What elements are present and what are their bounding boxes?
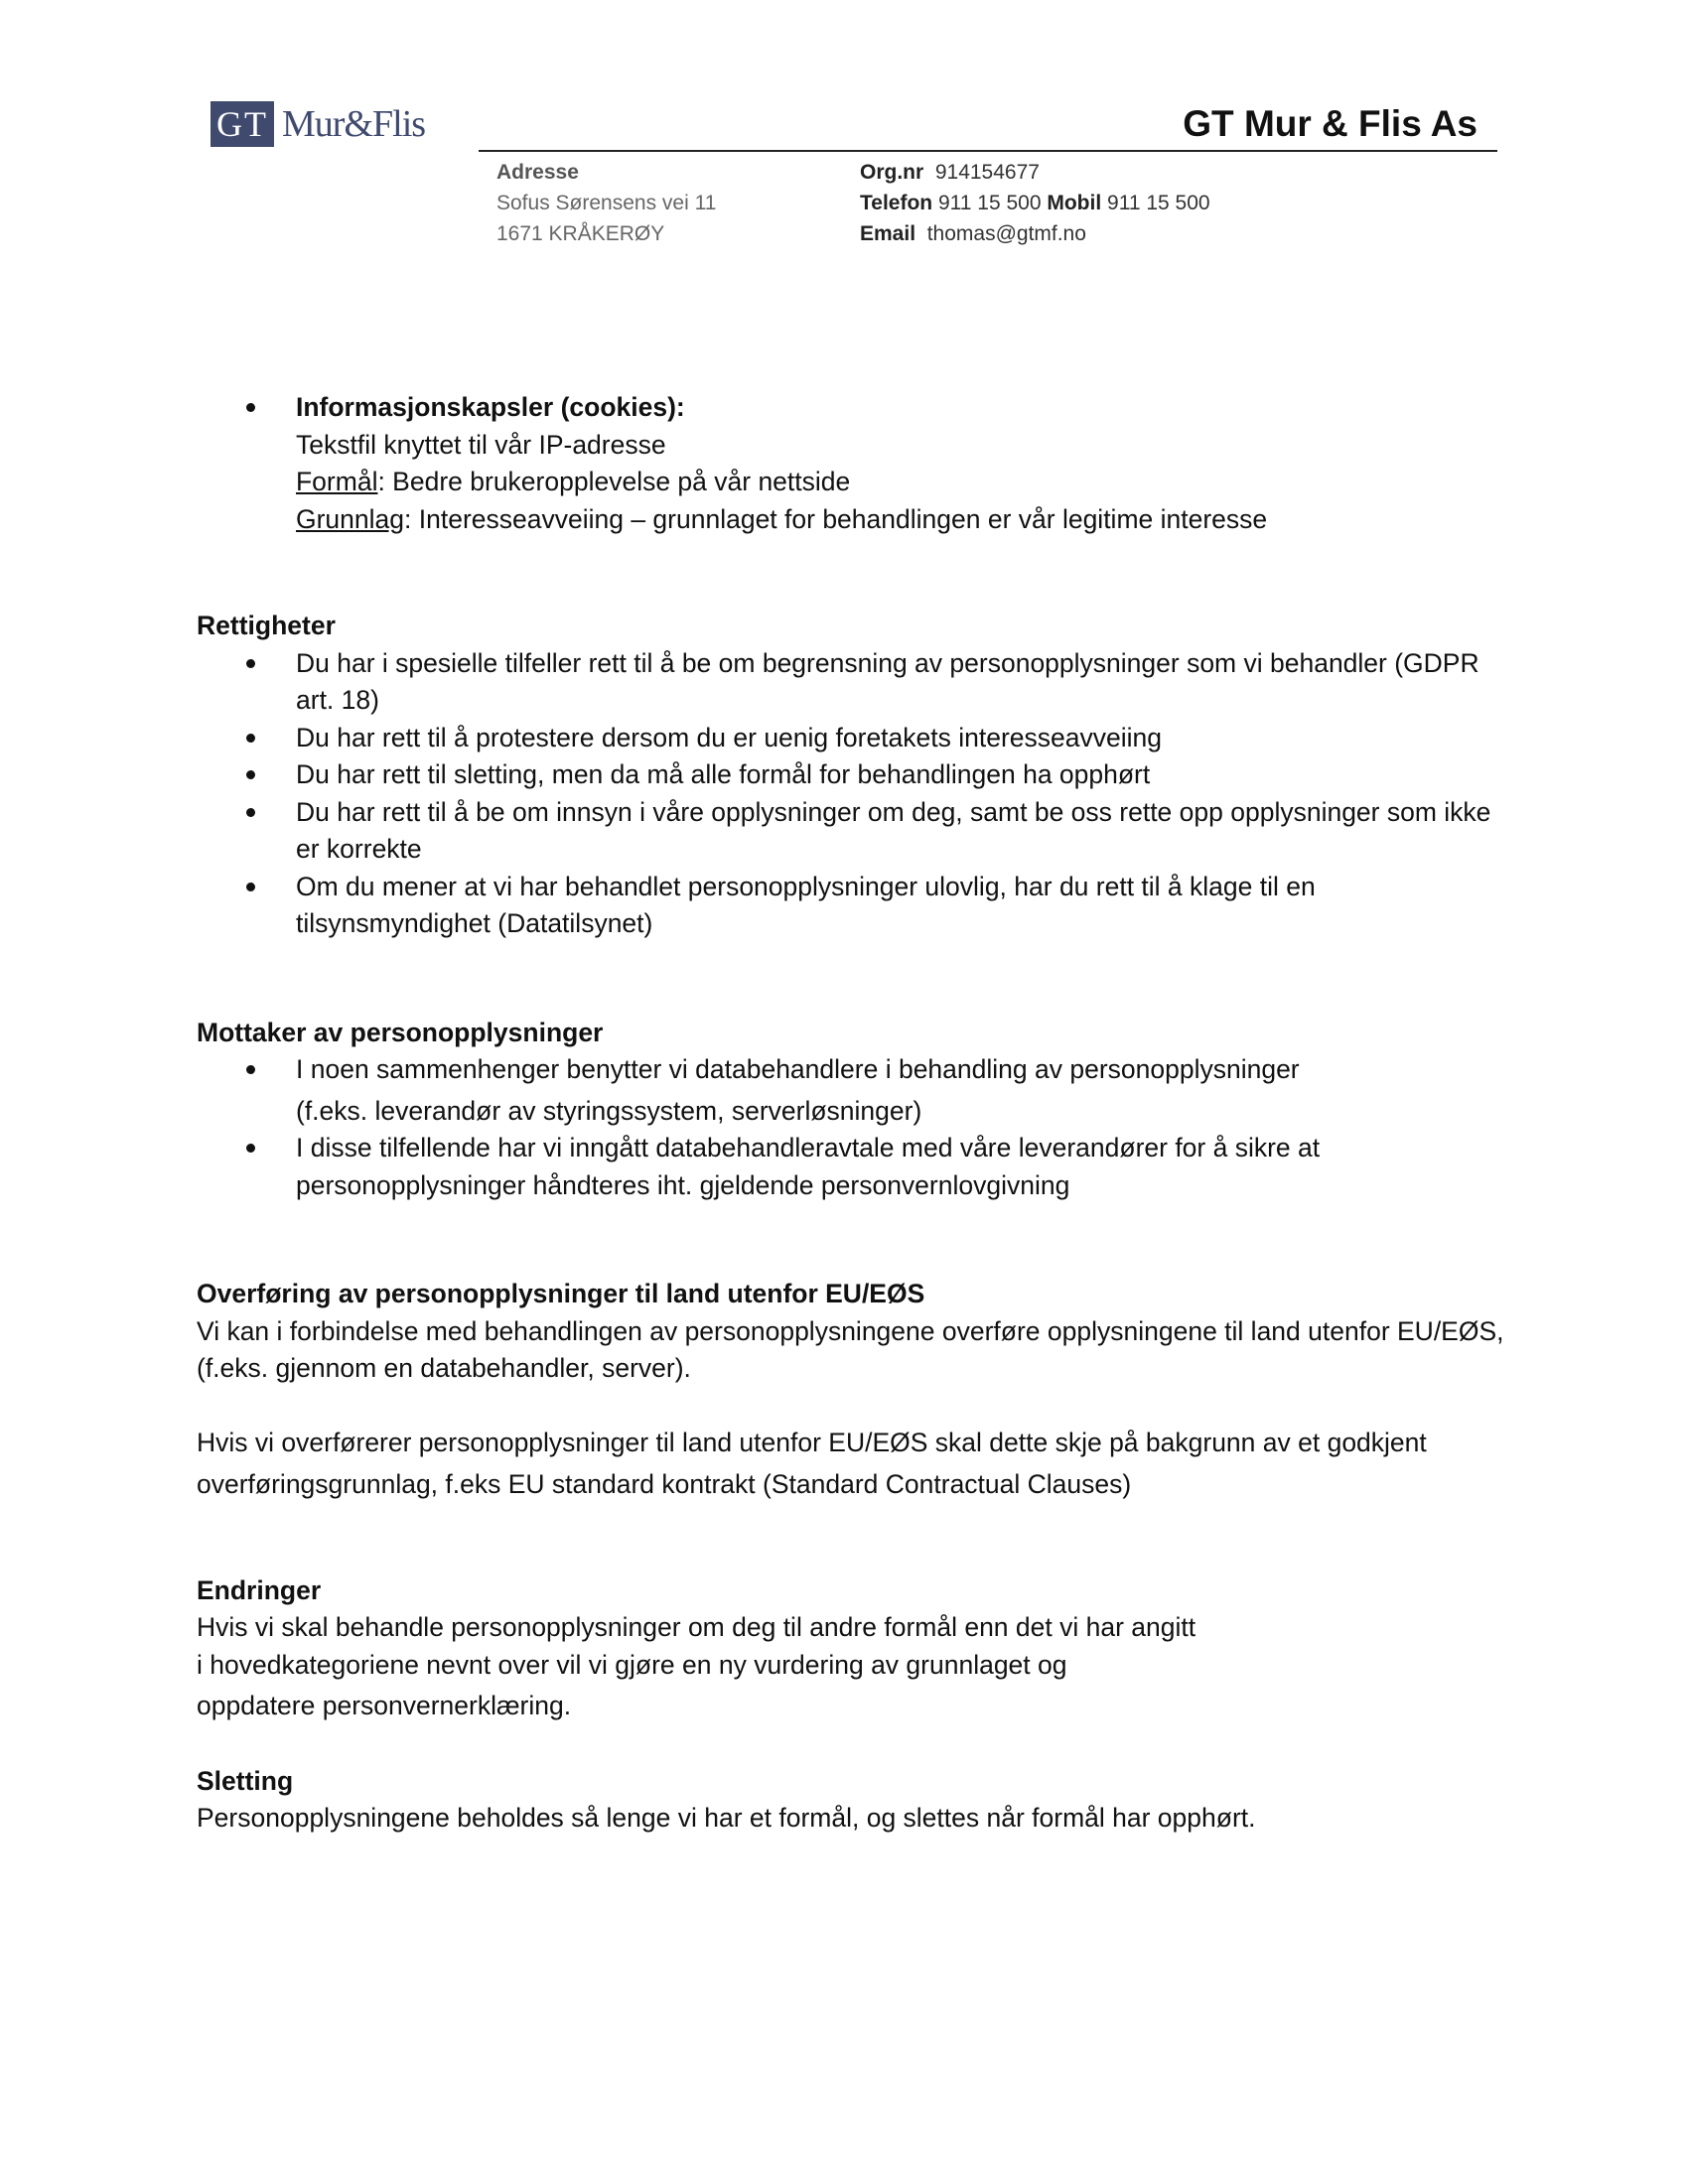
phone-label: Telefon	[860, 192, 933, 214]
contact-block	[860, 157, 1210, 249]
purpose-label: Formål	[296, 467, 378, 496]
orgnr-line	[860, 157, 1210, 188]
deletion-heading: Sletting	[197, 1765, 294, 1796]
rights-item: Du har rett til sletting, men da må alle formål for behandlingen ha opphørt	[197, 756, 1507, 794]
basis-label: Grunnlag	[296, 503, 405, 534]
company-name: GT Mur & Flis As	[1183, 103, 1477, 144]
transfer-paragraph-2-line1: Hvis vi overførerer personopplysninger til land utenfor EU/EØS skal dette skje på bakgrunn av et godkjent	[197, 1427, 1427, 1457]
email-value: thomas@gtmf.no	[926, 222, 1086, 245]
deletion-text: Personopplysningene beholdes så lenge vi har et formål, og slettes når formål har opphørt.	[197, 1803, 1256, 1833]
cookies-basis	[296, 501, 1507, 539]
rights-item: Du har i spesielle tilfeller rett til å be om begrensning av personopplysninger som vi behandler (GDPR art. 18)	[197, 645, 1507, 720]
phone-line	[860, 188, 1210, 218]
transfer-paragraph-2	[197, 1425, 1507, 1504]
transfer-paragraph-1: Vi kan i forbindelse med behandlingen av personopplysningene overføre opplysningene til land utenfor EU/EØS, (f.eks. gjennom en databehandler, server).	[197, 1315, 1504, 1383]
recipients-item	[197, 1051, 1507, 1130]
orgnr-value: 914154677	[934, 161, 1040, 184]
company-logo	[211, 99, 425, 149]
email-label: Email	[860, 222, 916, 245]
transfer-paragraph-2-line2: overføringsgrunnlag, f.eks EU standard kontrakt (Standard Contractual Clauses)	[197, 1469, 1132, 1499]
email-line	[860, 218, 1210, 249]
header-divider	[479, 150, 1497, 152]
mobile-value: 911 15 500	[1107, 192, 1210, 214]
document-body	[197, 389, 1507, 1838]
changes-heading: Endringer	[197, 1574, 322, 1605]
changes-line1: Hvis vi skal behandle personopplysninger om deg til andre formål enn det vi har angitt	[197, 1612, 1196, 1642]
cookies-purpose	[296, 464, 1507, 501]
recipients-item1-line1: I noen sammenhenger benytter vi databehandlere i behandling av personopplysninger	[296, 1054, 1300, 1084]
rights-heading: Rettigheter	[197, 611, 336, 640]
address-postal: 1671 KRÅKERØY	[496, 222, 665, 245]
address-label: Adresse	[496, 161, 579, 184]
changes-line2: i hovedkategoriene nevnt over vil vi gjøre en ny vurdering av grunnlaget og	[197, 1649, 1067, 1680]
phone-value: 911 15 500	[937, 192, 1042, 214]
recipients-item1-line2: (f.eks. leverandør av styringssystem, serverløsninger)	[296, 1095, 922, 1126]
recipients-list	[197, 1051, 1507, 1204]
basis-text: : Interesseavveiing – grunnlaget for behandlingen er vår legitime interesse	[404, 503, 1268, 534]
address-block	[496, 157, 716, 249]
recipients-item: I disse tilfellende har vi inngått databehandleravtale med våre leverandører for å sikre at personopplysninger håndteres iht. gjeldende personvernlovgivning	[197, 1130, 1507, 1204]
rights-list	[197, 645, 1507, 943]
changes-line3: oppdatere personvernerklæring.	[197, 1691, 572, 1720]
orgnr-label: Org.nr	[860, 161, 924, 184]
logo-text: Mur&Flis	[282, 103, 426, 145]
logo-initials: GT	[211, 101, 274, 147]
cookies-list	[197, 389, 1507, 538]
address-street: Sofus Sørensens vei 11	[496, 192, 717, 214]
transfer-heading: Overføring av personopplysninger til land utenfor EU/EØS	[197, 1279, 925, 1308]
recipients-heading: Mottaker av personopplysninger	[197, 1017, 604, 1047]
cookies-title: Informasjonskapsler (cookies):	[296, 392, 685, 422]
rights-item: Om du mener at vi har behandlet personopplysninger ulovlig, har du rett til å klage til en tilsynsmyndighet (Datatilsynet)	[197, 869, 1507, 943]
cookies-description: Tekstfil knyttet til vår IP-adresse	[296, 429, 666, 460]
cookies-item	[197, 389, 1507, 538]
mobile-label: Mobil	[1047, 192, 1102, 214]
purpose-text: : Bedre brukeropplevelse på vår nettside	[377, 467, 851, 496]
rights-item: Du har rett til å be om innsyn i våre opplysninger om deg, samt be oss rette opp opplysninger som ikke er korrekte	[197, 794, 1507, 869]
rights-item: Du har rett til å protestere dersom du er uenig foretakets interesseavveiing	[197, 720, 1507, 757]
